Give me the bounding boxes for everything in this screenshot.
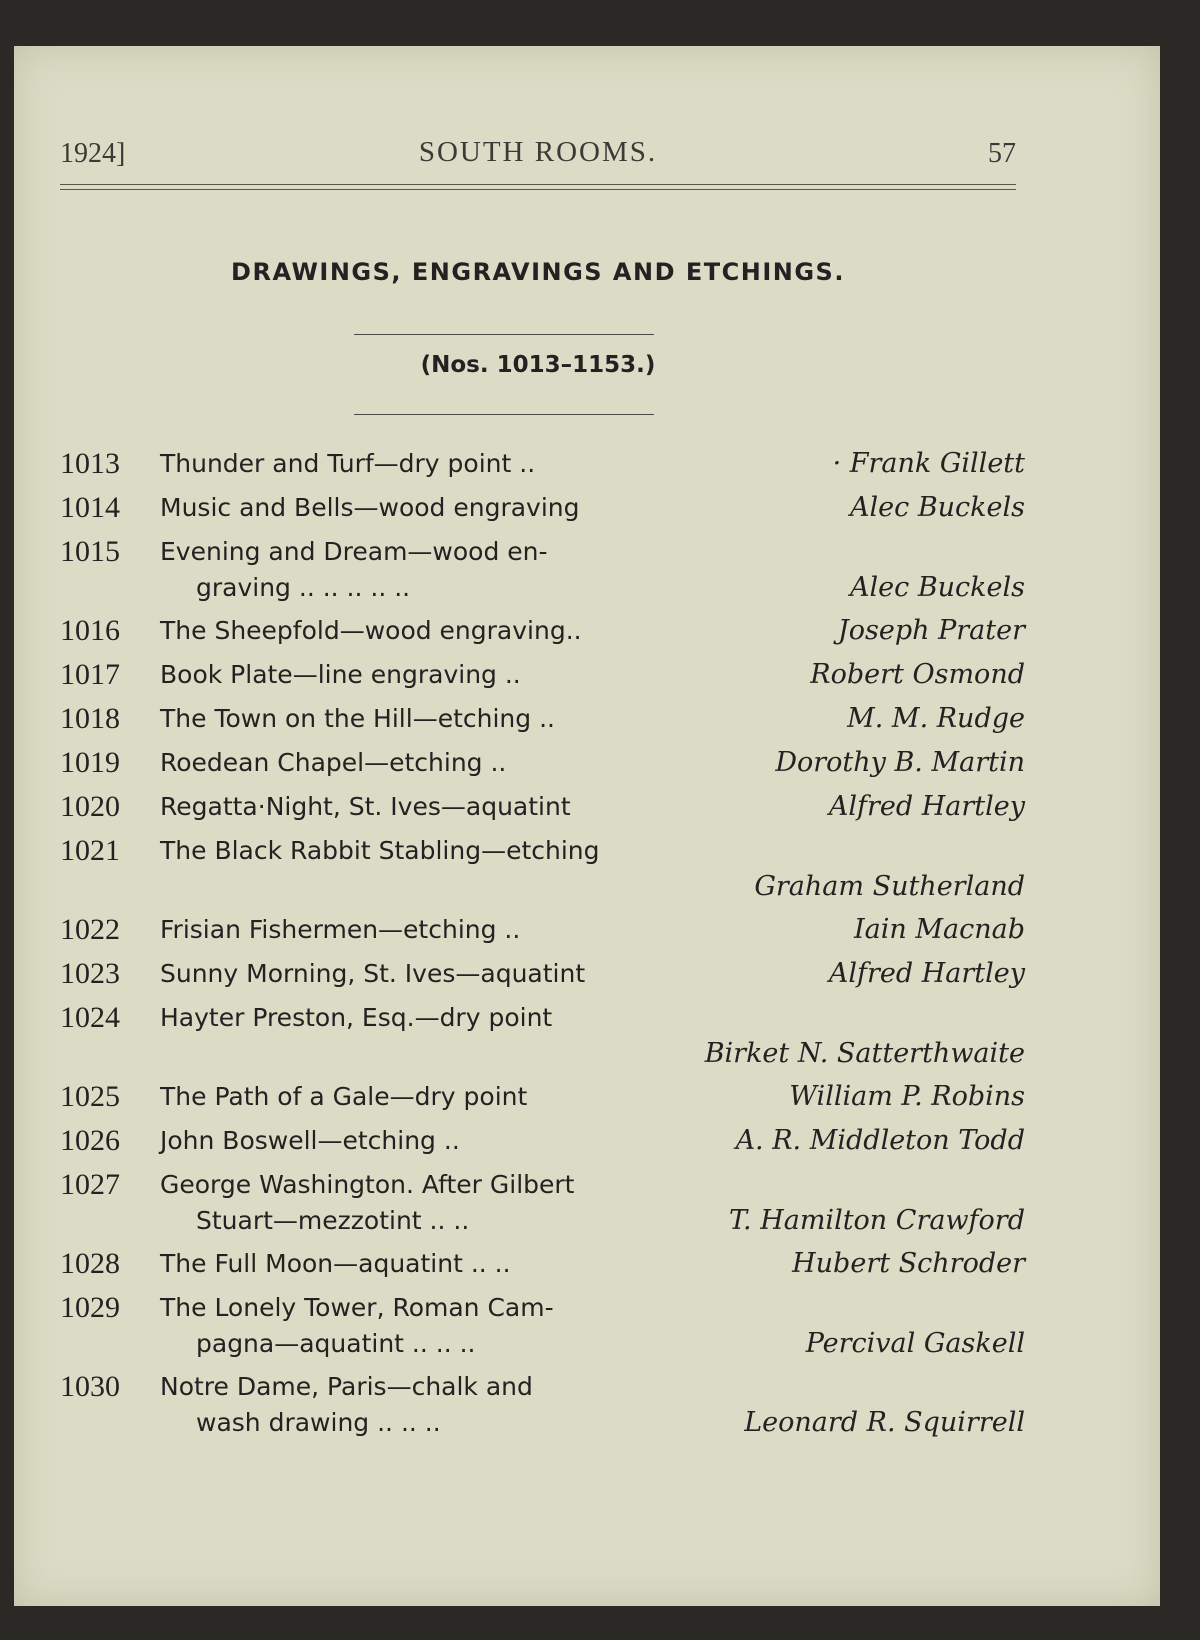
entry-title: Thunder and Turf—dry point ..: [160, 449, 536, 478]
entry-artist: Robert Osmond: [810, 659, 1025, 690]
entry-number: 1021: [60, 834, 120, 867]
divider: [354, 414, 654, 415]
header-rule: [60, 184, 1016, 185]
catalog-page: [14, 46, 1160, 1606]
entry-title-continued: graving .. .. .. .. ..: [196, 573, 411, 602]
entry-artist: · Frank Gillett: [832, 448, 1025, 479]
entry-title: Regatta·Night, St. Ives—aquatint: [160, 792, 571, 821]
entry-artist: Dorothy B. Martin: [775, 747, 1025, 778]
header-year: 1924]: [60, 138, 126, 169]
entry-artist: Iain Macnab: [853, 914, 1025, 945]
entry-artist: Percival Gaskell: [805, 1328, 1025, 1359]
entry-title-continued: wash drawing .. .. ..: [196, 1408, 441, 1437]
entry-number: 1023: [60, 957, 120, 990]
entry-artist: Graham Sutherland: [754, 871, 1025, 902]
entry-number: 1017: [60, 658, 120, 691]
catalog-entry: [60, 1242, 1025, 1286]
entry-number: 1019: [60, 746, 120, 779]
entry-number: 1030: [60, 1370, 120, 1403]
number-range: (Nos. 1013–1153.): [420, 352, 656, 378]
entry-title: Evening and Dream—wood en-: [160, 537, 548, 566]
entry-title: The Town on the Hill—etching ..: [160, 704, 555, 733]
entry-title: The Sheepfold—wood engraving..: [160, 616, 582, 645]
divider: [354, 334, 654, 335]
entry-artist: Hubert Schroder: [792, 1248, 1025, 1279]
entry-title: The Black Rabbit Stabling—etching: [160, 836, 600, 865]
catalog-entry: [60, 486, 1025, 530]
entry-number: 1016: [60, 614, 120, 647]
catalog-entry: [60, 785, 1025, 829]
entry-number: 1018: [60, 702, 120, 735]
entry-artist: Leonard R. Squirrell: [744, 1407, 1025, 1438]
entry-number: 1028: [60, 1247, 120, 1280]
entry-title: The Lonely Tower, Roman Cam-: [160, 1293, 554, 1322]
entry-title: Hayter Preston, Esq.—dry point: [160, 1003, 553, 1032]
entry-title: Roedean Chapel—etching ..: [160, 748, 507, 777]
catalog-entry: [60, 653, 1025, 697]
entry-number: 1026: [60, 1124, 120, 1157]
catalog-list: [60, 442, 1025, 1444]
catalog-entry: [60, 908, 1025, 952]
catalog-entry: [60, 1286, 1025, 1365]
entry-artist: Birket N. Satterthwaite: [704, 1038, 1025, 1069]
entry-title: Music and Bells—wood engraving: [160, 493, 580, 522]
catalog-entry: [60, 609, 1025, 653]
page-number: 57: [988, 138, 1016, 169]
catalog-entry: [60, 530, 1025, 609]
entry-title: John Boswell—etching ..: [160, 1126, 460, 1155]
entry-title-continued: pagna—aquatint .. .. ..: [196, 1329, 476, 1358]
entry-artist: Alfred Hartley: [828, 958, 1025, 989]
catalog-entry: [60, 996, 1025, 1075]
entry-number: 1024: [60, 1001, 120, 1034]
entry-artist: Joseph Prater: [837, 615, 1025, 646]
entry-artist: William P. Robins: [789, 1081, 1025, 1112]
catalog-entry: [60, 1119, 1025, 1163]
entry-number: 1027: [60, 1168, 120, 1201]
header-title: SOUTH ROOMS.: [418, 136, 658, 168]
catalog-entry: [60, 741, 1025, 785]
entry-artist: M. M. Rudge: [847, 703, 1025, 734]
entry-number: 1029: [60, 1291, 120, 1324]
entry-title-continued: Stuart—mezzotint .. ..: [196, 1206, 470, 1235]
entry-number: 1015: [60, 535, 120, 568]
entry-title: Book Plate—line engraving ..: [160, 660, 521, 689]
entry-artist: Alfred Hartley: [828, 791, 1025, 822]
catalog-entry: [60, 1075, 1025, 1119]
catalog-entry: [60, 829, 1025, 908]
header-rule: [60, 189, 1016, 190]
entry-title: Frisian Fishermen—etching ..: [160, 915, 521, 944]
entry-artist: A. R. Middleton Todd: [735, 1125, 1025, 1156]
entry-title: The Path of a Gale—dry point: [160, 1082, 528, 1111]
catalog-entry: [60, 1163, 1025, 1242]
entry-number: 1013: [60, 447, 120, 480]
entry-number: 1020: [60, 790, 120, 823]
catalog-entry: [60, 1365, 1025, 1444]
page-header: [60, 138, 1016, 188]
entry-number: 1025: [60, 1080, 120, 1113]
entry-title: Notre Dame, Paris—chalk and: [160, 1372, 533, 1401]
entry-number: 1014: [60, 491, 120, 524]
entry-title: The Full Moon—aquatint .. ..: [160, 1249, 511, 1278]
catalog-entry: [60, 697, 1025, 741]
entry-artist: Alec Buckels: [850, 572, 1025, 603]
catalog-entry: [60, 952, 1025, 996]
entry-title: Sunny Morning, St. Ives—aquatint: [160, 959, 586, 988]
catalog-entry: [60, 442, 1025, 486]
entry-number: 1022: [60, 913, 120, 946]
entry-title: George Washington. After Gilbert: [160, 1170, 575, 1199]
section-title: DRAWINGS, ENGRAVINGS AND ETCHINGS.: [231, 258, 845, 286]
entry-artist: T. Hamilton Crawford: [728, 1205, 1025, 1236]
entry-artist: Alec Buckels: [850, 492, 1025, 523]
